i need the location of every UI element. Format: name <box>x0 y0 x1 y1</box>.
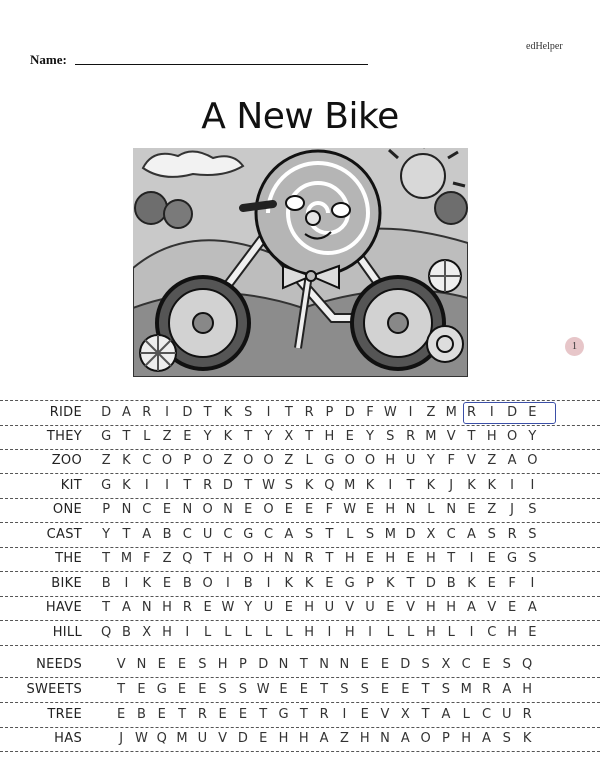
puzzle-row <box>0 474 600 499</box>
puzzle-row <box>0 596 600 621</box>
puzzle-row <box>0 678 600 703</box>
page-number-badge: 1 <box>565 337 584 356</box>
puzzle-letters[interactable]: Y T A B C U C G C A S T L S M D X C A S R S <box>102 527 537 542</box>
puzzle-word: SWEETS <box>26 682 82 697</box>
puzzle-letters[interactable]: D A R I D T K S I T R P D F W I Z M R I D E <box>101 405 537 420</box>
puzzle-letters[interactable]: T A N H R E W Y U E H U V U E V H H A V E A <box>102 600 537 615</box>
puzzle-word: HAVE <box>45 600 82 615</box>
found-word-highlight <box>463 402 556 424</box>
puzzle-letters[interactable]: T M F Z Q T H O H N R T H E H E H T I E G S <box>102 551 537 566</box>
puzzle-row <box>0 621 600 646</box>
name-input-line[interactable] <box>75 64 368 65</box>
puzzle-row <box>0 425 600 450</box>
puzzle-letters[interactable]: Z K C O P O Z O O Z L G O O H U Y F V Z A O <box>101 453 538 468</box>
puzzle-letters[interactable]: B I K E B O I B I K K E G P K T D B K E F I <box>101 576 535 591</box>
puzzle-row <box>0 572 600 597</box>
puzzle-word: ZOO <box>51 453 82 468</box>
name-label: Name: <box>30 52 67 67</box>
brand-label: edHelper <box>526 41 563 52</box>
puzzle-row <box>0 653 600 678</box>
puzzle-word: CAST <box>46 527 82 542</box>
puzzle-row <box>0 547 600 572</box>
puzzle-row <box>0 703 600 728</box>
puzzle-letters[interactable]: T E G E E S S W E E T S S E E T S M R A H <box>117 682 532 697</box>
puzzle-row <box>0 498 600 523</box>
page-title: A New Bike <box>201 96 399 137</box>
puzzle-letters[interactable]: G T L Z E Y K T Y X T H E Y S R M V T H O Y <box>101 429 537 444</box>
puzzle-letters[interactable]: V N E E S H P D N T N N E E D S X C E S Q <box>116 657 533 672</box>
puzzle-word: NEEDS <box>36 657 82 672</box>
puzzle-word: BIKE <box>51 576 82 591</box>
puzzle-row <box>0 449 600 474</box>
bike-lollipop-illustration <box>133 148 468 377</box>
puzzle-row <box>0 727 600 752</box>
puzzle-word: HAS <box>54 731 82 746</box>
puzzle-word: THE <box>55 551 82 566</box>
puzzle-word: KIT <box>60 478 82 493</box>
puzzle-letters[interactable]: J W Q M U V D E H H A Z H N A O P H A S K <box>119 731 532 746</box>
puzzle-row <box>0 523 600 548</box>
puzzle-letters[interactable]: P N C E N O N E O E E F W E H N L N E Z J S <box>102 502 537 517</box>
puzzle-letters[interactable]: G K I I T R D T W S K Q M K I T K J K K I I <box>101 478 535 493</box>
puzzle-word: HILL <box>52 625 82 640</box>
puzzle-word: THEY <box>46 429 82 444</box>
puzzle-letters[interactable]: E B E T R E E T G T R I E V X T A L C U R <box>117 707 532 722</box>
puzzle-word: TREE <box>47 707 82 722</box>
puzzle-word: ONE <box>52 502 82 517</box>
puzzle-word: RIDE <box>49 405 82 420</box>
puzzle-letters[interactable]: Q B X H I L L L L L H I H I L L H L I C H E <box>101 625 537 640</box>
